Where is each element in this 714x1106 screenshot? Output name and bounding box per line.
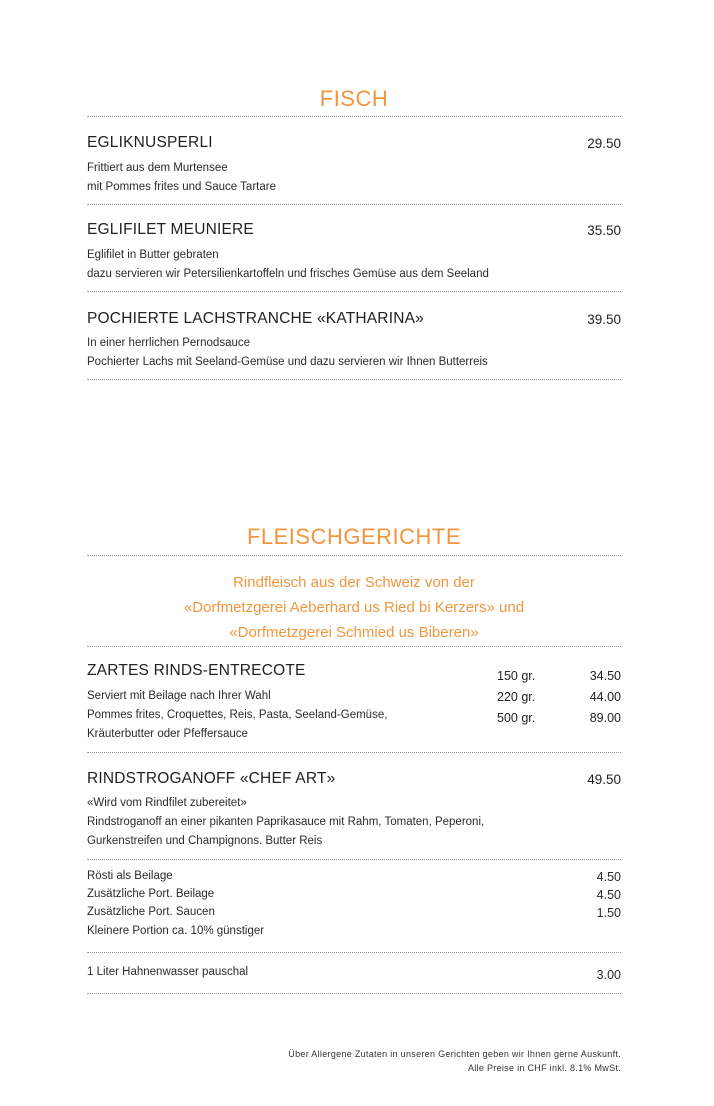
water-item — [87, 966, 621, 984]
dish-name: POCHIERTE LACHSTRANCHE «KATHARINA» — [87, 310, 424, 327]
extra-label: Zusätzliche Port. Beilage — [87, 888, 215, 900]
divider — [87, 646, 621, 647]
divider — [87, 379, 621, 380]
dish-description — [87, 159, 276, 197]
divider — [87, 993, 621, 994]
portion-size: 220 gr. — [497, 690, 536, 704]
description-line: «Wird vom Rindfilet zubereitet» — [87, 797, 247, 809]
divider — [87, 291, 621, 292]
extra-item — [87, 888, 621, 906]
portion-prices — [590, 666, 621, 729]
note-line: «Dorfmetzgerei Schmied us Biberen» — [229, 624, 479, 641]
portion-size: 500 gr. — [497, 711, 536, 725]
dish-name: EGLIKNUSPERLI — [87, 134, 213, 151]
section-title-fisch: FISCH — [319, 86, 389, 111]
portion-size: 150 gr. — [497, 669, 536, 683]
extra-label: Zusätzliche Port. Saucen — [87, 906, 215, 918]
divider — [87, 952, 621, 953]
extra-price: 4.50 — [596, 870, 621, 884]
description-line: mit Pommes frites und Sauce Tartare — [87, 181, 276, 193]
dish-name: EGLIFILET MEUNIERE — [87, 221, 254, 238]
section-title-fleischgerichte: FLEISCHGERICHTE — [246, 524, 462, 549]
dish-description — [87, 334, 488, 372]
description-line: Eglifilet in Butter gebraten — [87, 249, 219, 261]
extra-label: Rösti als Beilage — [87, 870, 173, 882]
description-line: Frittiert aus dem Murtensee — [87, 162, 228, 174]
dish-name: ZARTES RINDS-ENTRECOTE — [87, 662, 306, 679]
portion-price: 44.00 — [589, 690, 621, 704]
extra-label: Kleinere Portion ca. 10% günstiger — [87, 925, 265, 937]
note-line: «Dorfmetzgerei Aeberhard us Ried bi Kerzers» und — [183, 599, 525, 616]
description-line: Pochierter Lachs mit Seeland-Gemüse und dazu servieren wir Ihnen Butterreis — [87, 356, 488, 368]
divider — [87, 859, 621, 860]
description-line: dazu servieren wir Petersilienkartoffeln und frisches Gemüse aus dem Seeland — [87, 268, 489, 280]
description-line: In einer herrlichen Pernodsauce — [87, 337, 251, 349]
footer-note — [288, 1047, 621, 1075]
portion-price: 89.00 — [589, 711, 621, 725]
water-label: 1 Liter Hahnenwasser pauschal — [87, 966, 249, 978]
extra-item — [87, 925, 621, 943]
dish-description — [87, 794, 484, 851]
description-line: Pommes frites, Croquettes, Reis, Pasta, Seeland-Gemüse, — [87, 709, 388, 721]
description-line: Gurkenstreifen und Champignons. Butter Reis — [87, 835, 323, 847]
portion-price: 34.50 — [589, 669, 621, 683]
divider — [87, 752, 621, 753]
extra-price: 4.50 — [596, 888, 621, 902]
divider — [87, 555, 621, 556]
dish-price: 29.50 — [587, 136, 621, 151]
description-line: Rindstroganoff an einer pikanten Paprikasauce mit Rahm, Tomaten, Peperoni, — [87, 816, 485, 828]
divider — [87, 204, 621, 205]
portion-sizes — [497, 666, 535, 729]
dish-price: 49.50 — [587, 772, 621, 787]
note-line: Rindfleisch aus der Schweiz von der — [233, 574, 475, 591]
description-line: Serviert mit Beilage nach Ihrer Wahl — [87, 690, 271, 702]
price-note: Alle Preise in CHF inkl. 8.1% MwSt. — [467, 1063, 621, 1073]
dish-price: 35.50 — [587, 223, 621, 238]
extra-item — [87, 870, 621, 888]
divider — [87, 116, 621, 117]
description-line: Kräuterbutter oder Pfeffersauce — [87, 728, 248, 740]
dish-name: RINDSTROGANOFF «CHEF ART» — [87, 770, 336, 787]
water-price: 3.00 — [596, 968, 621, 982]
dish-description — [87, 687, 387, 744]
dish-price: 39.50 — [587, 312, 621, 327]
beef-origin-note — [87, 570, 621, 645]
dish-description — [87, 246, 489, 284]
extra-price: 1.50 — [596, 906, 621, 920]
allergen-note: Über Allergene Zutaten in unseren Gerichten geben wir Ihnen gerne Auskunft. — [288, 1049, 621, 1059]
extra-item — [87, 906, 621, 924]
